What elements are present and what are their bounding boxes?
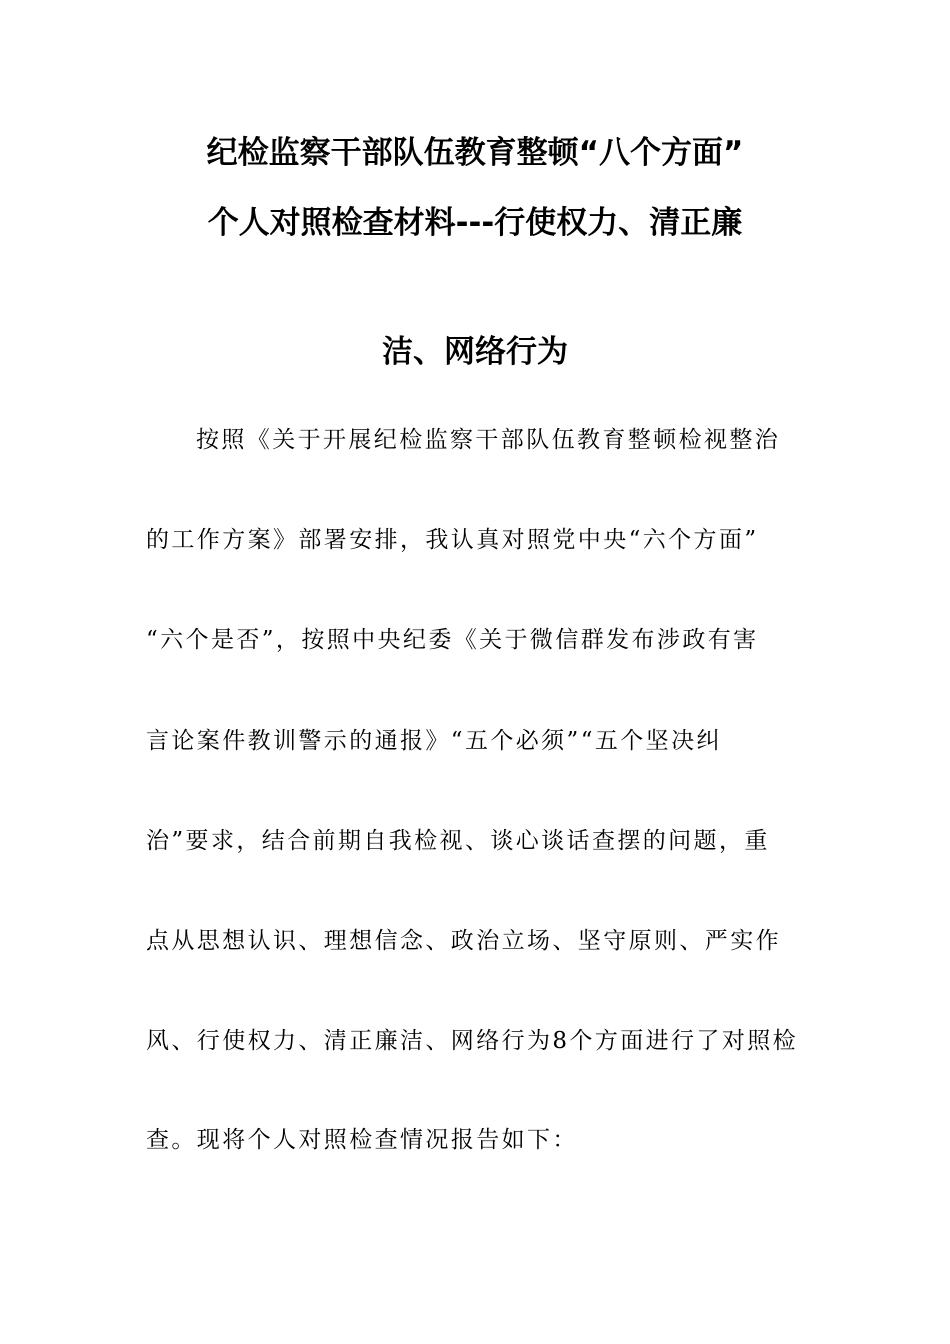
body-line-1: 按照《关于开展纪检监察干部队伍教育整顿检视整治	[196, 427, 781, 453]
body-line-5: 治”要求，结合前期自我检视、谈心谈话查摆的问题，重	[146, 828, 770, 854]
document-title-line-1: 纪检监察干部队伍教育整顿“八个方面”	[206, 135, 744, 171]
document-title-line-2: 个人对照检查材料---行使权力、清正廉	[207, 205, 743, 241]
body-line-6: 点从思想认识、理想信念、政治立场、坚守原则、严实作	[146, 928, 781, 954]
body-line-4: 言论案件教训警示的通报》“五个必须”“五个坚决纠	[146, 728, 722, 754]
body-line-3: “六个是否”，按照中央纪委《关于微信群发布涉政有害	[146, 627, 759, 653]
body-line-8: 查。现将个人对照检查情况报告如下：	[146, 1127, 578, 1153]
document-title-line-3: 洁、网络行为	[382, 334, 568, 370]
body-line-7: 风、行使权力、清正廉洁、网络行为8个方面进行了对照检	[146, 1028, 799, 1054]
body-line-2: 的工作方案》部署安排，我认真对照党中央“六个方面”	[146, 527, 759, 553]
